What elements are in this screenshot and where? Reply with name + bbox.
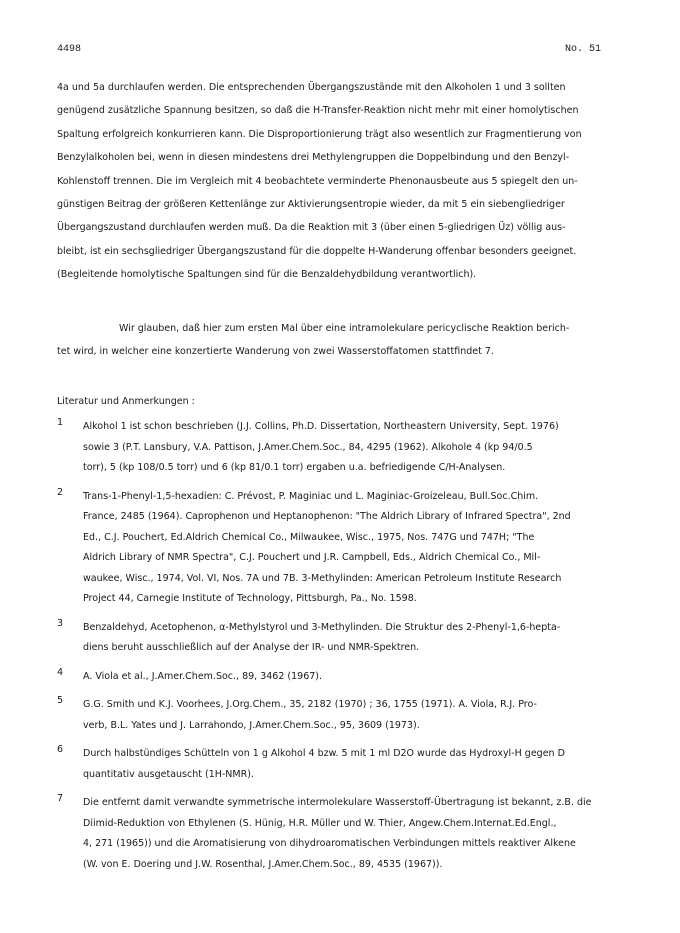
text-line: günstigen Beitrag der größeren Kettenlänge zur Aktivierungsentropie wieder, da mit 5 ein siebengliedriger bbox=[57, 198, 565, 210]
reference-item bbox=[57, 667, 637, 688]
reference-line: Die entfernt damit verwandte symmetrische intermolekulare Wasserstoff-Übertragung ist bekannt, z.B. die bbox=[83, 797, 592, 808]
reference-line: diens beruht ausschließlich auf der Analyse der IR- und NMR-Spektren. bbox=[83, 642, 420, 653]
reference-number: 6 bbox=[57, 744, 64, 755]
reference-line: Benzaldehyd, Acetophenon, α-Methylstyrol und 3-Methylinden. Die Struktur des 2-Phenyl-1,6-hepta- bbox=[83, 621, 561, 633]
references-list bbox=[57, 417, 637, 883]
text-line: Übergangszustand durchlaufen werden muß. Da die Reaktion mit 3 (über einen 5-gliedrigen Üz) völlig aus- bbox=[57, 222, 566, 234]
text-line: tet wird, in welcher eine konzertierte Wanderung von zwei Wasserstoffatomen stattfindet 7. bbox=[57, 346, 494, 358]
reference-line: G.G. Smith und K.J. Voorhees, J.Org.Chem., 35, 2182 (1970) ; 36, 1755 (1971). A. Viola, R.J. Pro- bbox=[83, 699, 537, 710]
reference-item bbox=[57, 618, 637, 659]
text-line: bleibt, ist ein sechsgliedriger Übergangszustand für die doppelte H-Wanderung offenbar besonders geeignet. bbox=[57, 245, 577, 257]
text-line: genügend zusätzliche Spannung besitzen, so daß die H-Transfer-Reaktion nicht mehr mit einer homolytischen bbox=[57, 105, 579, 117]
text-line: Kohlenstoff trennen. Die im Vergleich mit 4 beobachtete verminderte Phenonausbeute aus 5 spiegelt den un- bbox=[57, 175, 578, 187]
reference-item bbox=[57, 417, 637, 479]
body-paragraph-1 bbox=[57, 76, 629, 287]
reference-line: quantitativ ausgetauscht (1H-NMR). bbox=[83, 768, 254, 780]
text-line: (Begleitende homolytische Spaltungen sind für die Benzaldehydbildung verantwortlich). bbox=[57, 269, 477, 281]
reference-line: Diimid-Reduktion von Ethylenen (S. Hünig, H.R. Müller und W. Thier, Angew.Chem.Internat.Ed.Engl., bbox=[83, 817, 557, 829]
reference-item bbox=[57, 695, 637, 736]
reference-line: (W. von E. Doering und J.W. Rosenthal, J.Amer.Chem.Soc., 89, 4535 (1967)). bbox=[83, 858, 443, 870]
page-number: 4498 bbox=[57, 44, 82, 55]
text-line: Wir glauben, daß hier zum ersten Mal über eine intramolekulare pericyclische Reaktion berich- bbox=[119, 323, 570, 334]
reference-line: Alkohol 1 ist schon beschrieben (J.J. Collins, Ph.D. Dissertation, Northeastern University, Sept. 1976) bbox=[83, 421, 559, 432]
reference-number: 4 bbox=[57, 666, 64, 678]
text-line: Spaltung erfolgreich konkurrieren kann. Die Disproportionierung trägt also wesentlich zur Fragmentierung von bbox=[57, 128, 582, 140]
reference-number: 5 bbox=[57, 695, 64, 706]
text-line: Benzylalkoholen bei, wenn in diesen mindestens drei Methylengruppen die Doppelbindung und den Benzyl- bbox=[57, 152, 570, 164]
reference-line: Aldrich Library of NMR Spectra", C.J. Pouchert und J.R. Campbell, Eds., Aldrich Chemical Co., Mil- bbox=[83, 552, 541, 563]
reference-line: Trans-1-Phenyl-1,5-hexadien: C. Prévost, P. Maginiac und L. Maginiac-Groizeleau, Bull.Soc.Chim. bbox=[83, 490, 539, 502]
body-paragraph-2 bbox=[57, 317, 629, 364]
reference-line: 4, 271 (1965)) und die Aromatisierung von dihydroaromatischen Verbindungen mittels reaktiver Alkene bbox=[83, 838, 576, 849]
text-line: 4a und 5a durchlaufen werden. Die entsprechenden Übergangszustände mit den Alkoholen 1 und 3 sollten bbox=[57, 82, 566, 93]
reference-line: Project 44, Carnegie Institute of Technology, Pittsburgh, Pa., No. 1598. bbox=[83, 593, 417, 604]
reference-line: sowie 3 (P.T. Lansbury, V.A. Pattison, J.Amer.Chem.Soc., 84, 4295 (1962). Alkohole 4 (kp 94/0.5 bbox=[83, 441, 533, 453]
reference-item bbox=[57, 744, 637, 785]
reference-line: torr), 5 (kp 108/0.5 torr) und 6 (kp 81/0.1 torr) ergaben u.a. befriedigende C/H-Analysen. bbox=[83, 462, 506, 473]
reference-line: Ed., C.J. Pouchert, Ed.Aldrich Chemical Co., Milwaukee, Wisc., 1975, Nos. 747G und 747H; "The bbox=[83, 531, 535, 543]
reference-line: France, 2485 (1964). Caprophenon und Heptanophenon: "The Aldrich Library of Infrared Spectra", 2nd bbox=[83, 511, 571, 522]
reference-number: 3 bbox=[57, 617, 64, 629]
reference-line: waukee, Wisc., 1974, Vol. VI, Nos. 7A und 7B. 3-Methylinden: American Petroleum Institute Research bbox=[83, 572, 562, 584]
reference-number: 7 bbox=[57, 793, 64, 804]
reference-number: 2 bbox=[57, 486, 64, 498]
issue-number: No. 51 bbox=[565, 44, 602, 55]
reference-line: A. Viola et al., J.Amer.Chem.Soc., 89, 3462 (1967). bbox=[83, 670, 323, 682]
reference-item bbox=[57, 487, 637, 610]
reference-line: Durch halbstündiges Schütteln von 1 g Alkohol 4 bzw. 5 mit 1 ml D2O wurde das Hydroxyl-H gegen D bbox=[83, 748, 565, 759]
reference-item bbox=[57, 793, 637, 875]
reference-number: 1 bbox=[57, 417, 64, 428]
references-heading: Literatur und Anmerkungen : bbox=[57, 396, 195, 407]
reference-line: verb, B.L. Yates und J. Larrahondo, J.Amer.Chem.Soc., 95, 3609 (1973). bbox=[83, 719, 420, 731]
